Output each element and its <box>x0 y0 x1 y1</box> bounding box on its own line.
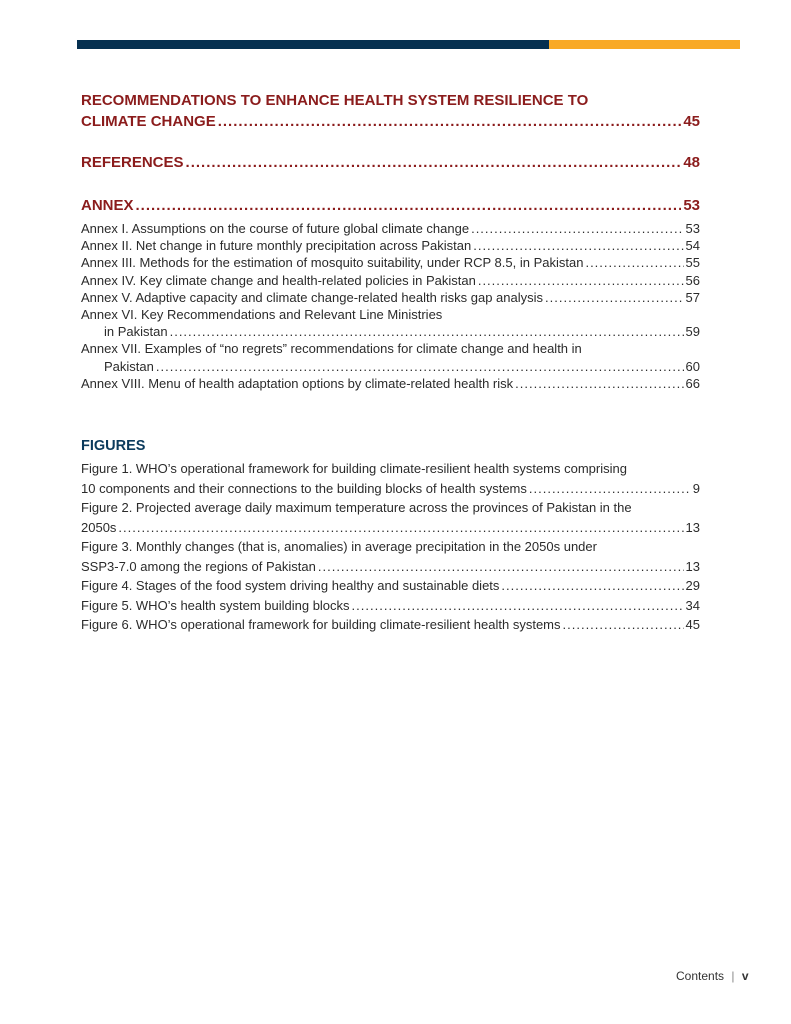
dot-leader <box>471 220 683 237</box>
page-number: 13 <box>685 558 700 574</box>
toc-section-references[interactable] <box>81 152 700 173</box>
toc-entry-text: Annex II. Net change in future monthly precipitation across Pakistan <box>81 238 472 254</box>
dot-leader <box>218 111 682 132</box>
toc-entry-text: ANNEX <box>81 197 134 214</box>
toc-entry-figure-1[interactable] <box>81 459 700 498</box>
toc-entry-figure-3[interactable] <box>81 537 700 576</box>
page-number: 57 <box>685 289 700 305</box>
page-number: 53 <box>685 221 700 236</box>
dot-leader <box>156 358 684 375</box>
toc-entry-figure-4[interactable] <box>81 576 700 596</box>
toc-entry-annex-4[interactable] <box>81 272 700 289</box>
dot-leader <box>585 254 683 271</box>
toc-entry-text: REFERENCES <box>81 154 184 171</box>
dot-leader <box>318 557 684 577</box>
page-number: 59 <box>685 324 700 340</box>
toc-entry-text: Figure 1. WHO’s operational framework for building climate-resilient health systems comprising <box>81 461 627 476</box>
footer-separator: | <box>731 969 735 983</box>
dot-leader <box>501 576 683 596</box>
page-number: 45 <box>683 113 700 130</box>
toc-entry-text: 2050s <box>81 519 117 535</box>
toc-entry-text: in Pakistan <box>104 324 168 340</box>
page-number: 53 <box>683 197 700 214</box>
toc-entry-text: Pakistan <box>104 358 154 374</box>
page-number: 66 <box>685 375 700 391</box>
header-bar-gold <box>549 40 740 49</box>
toc-entry-annex-7[interactable] <box>81 340 700 374</box>
toc-entry-annex-5[interactable] <box>81 289 700 306</box>
dot-leader <box>478 272 684 289</box>
page-number: 54 <box>685 238 700 254</box>
page-number: 45 <box>685 617 700 632</box>
figures-heading: FIGURES <box>81 438 146 454</box>
toc-entry-text: SSP3-7.0 among the regions of Pakistan <box>81 558 316 574</box>
toc-entry-annex-2[interactable] <box>81 237 700 254</box>
toc-entry-figure-6[interactable] <box>81 615 700 635</box>
toc-entry-text: Figure 5. WHO’s health system building blocks <box>81 597 350 613</box>
dot-leader <box>352 596 684 616</box>
dot-leader <box>118 518 683 538</box>
toc-entry-annex-6[interactable] <box>81 306 700 340</box>
dot-leader <box>515 375 683 392</box>
toc-entry-text: Annex III. Methods for the estimation of mosquito suitability, under RCP 8.5, in Pakistan <box>81 255 584 271</box>
toc-entry-annex-3[interactable] <box>81 254 700 271</box>
annex-list <box>81 220 700 392</box>
toc-entry-figure-5[interactable] <box>81 596 700 616</box>
toc-section-recommendations[interactable] <box>81 90 700 132</box>
footer-page-number: v <box>741 969 749 983</box>
page-number: 55 <box>685 255 700 271</box>
dot-leader <box>563 615 684 635</box>
toc-entry-text: Annex VIII. Menu of health adaptation options by climate-related health risk <box>81 375 514 391</box>
page-number: 60 <box>685 358 700 374</box>
footer-label: Contents <box>676 969 725 983</box>
toc-entry-figure-2[interactable] <box>81 498 700 537</box>
toc-entry-text: CLIMATE CHANGE <box>81 113 216 130</box>
toc-entry-annex-8[interactable] <box>81 375 700 392</box>
page-number: 9 <box>692 480 700 496</box>
toc-entry-text: Annex I. Assumptions on the course of future global climate change <box>81 221 470 236</box>
toc-entry-text: Figure 4. Stages of the food system driving healthy and sustainable diets <box>81 578 500 593</box>
toc-entry-text: Figure 2. Projected average daily maximum temperature across the provinces of Pakistan in the <box>81 500 632 515</box>
toc-entry-text: 10 components and their connections to the building blocks of health systems <box>81 480 527 496</box>
page-number: 13 <box>685 519 700 535</box>
header-bar-navy <box>77 40 549 49</box>
dot-leader <box>170 323 684 340</box>
dot-leader <box>136 195 682 216</box>
toc-entry-text: Figure 3. Monthly changes (that is, anomalies) in average precipitation in the 2050s under <box>81 539 597 554</box>
dot-leader <box>545 289 684 306</box>
dot-leader <box>186 152 682 173</box>
toc-section-annex[interactable] <box>81 195 700 216</box>
page-number: 56 <box>685 272 700 288</box>
toc-entry-annex-1[interactable] <box>81 220 700 237</box>
toc-entry-text: Annex VI. Key Recommendations and Relevant Line Ministries <box>81 307 443 323</box>
dot-leader <box>473 237 683 254</box>
toc-entry-text: Annex VII. Examples of “no regrets” recommendations for climate change and health in <box>81 341 582 357</box>
toc-entry-text: Annex IV. Key climate change and health-related policies in Pakistan <box>81 272 476 288</box>
page-number: 48 <box>683 154 700 171</box>
toc-entry-text: RECOMMENDATIONS TO ENHANCE HEALTH SYSTEM RESILIENCE TO <box>81 92 589 109</box>
page-number: 29 <box>685 578 700 593</box>
toc-entry-text: Figure 6. WHO’s operational framework for building climate-resilient health systems <box>81 617 561 632</box>
page-footer <box>676 969 749 983</box>
page-number: 34 <box>685 597 700 613</box>
toc-entry-text: Annex V. Adaptive capacity and climate change-related health risks gap analysis <box>81 289 544 305</box>
dot-leader <box>529 479 691 499</box>
figure-list <box>81 459 700 635</box>
